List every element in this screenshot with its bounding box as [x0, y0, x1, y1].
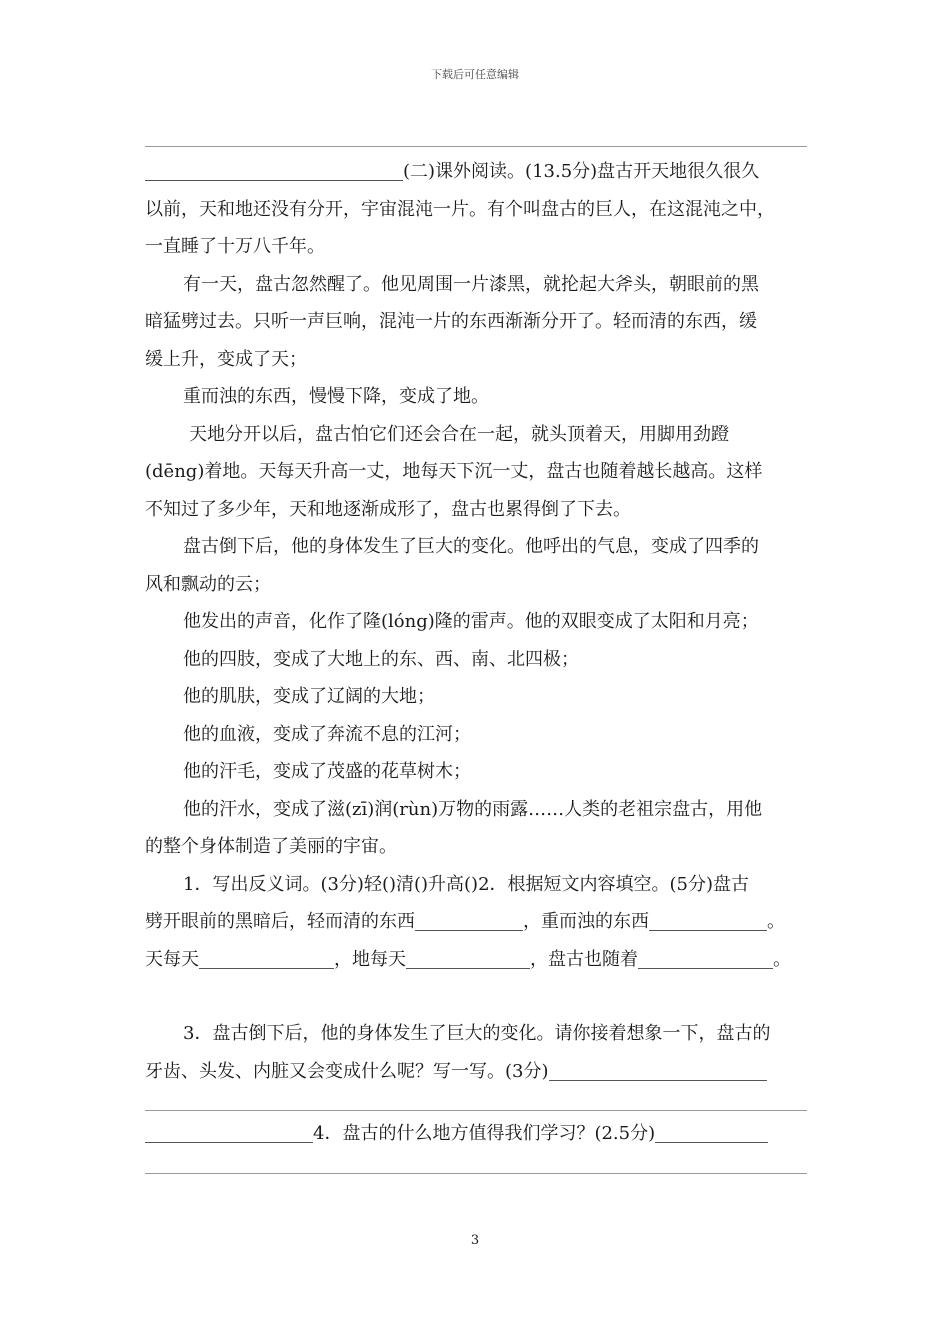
question-2-line: 天每天 ，地每天 ，盘古也随着 。: [145, 948, 791, 970]
passage-line: 暗猛劈过去。只听一声巨响，混沌一片的东西渐渐分开了。轻而清的东西，缓: [145, 311, 757, 332]
passage-line: 他的血液，变成了奔流不息的江河；: [183, 723, 471, 745]
answer-blank[interactable]: [638, 950, 773, 969]
page-number: 3: [470, 1233, 480, 1248]
answer-line[interactable]: [145, 1153, 807, 1174]
page-header: 下载后可任意编辑: [431, 68, 519, 81]
question-1-line: 1．写出反义词。(3分)轻()清()升高()2．根据短文内容填空。(5分)盘古: [183, 873, 750, 895]
answer-blank[interactable]: [199, 950, 334, 969]
answer-blank[interactable]: [145, 162, 403, 181]
passage-line: 以前，天和地还没有分开，宇宙混沌一片。有个叫盘古的巨人，在这混沌之中，: [145, 198, 775, 220]
question-2-line: 劈开眼前的黑暗后，轻而清的东西 ，重而浊的东西 。: [145, 911, 785, 932]
answer-blank[interactable]: [415, 912, 523, 931]
answer-line: [145, 130, 807, 147]
answer-blank[interactable]: [655, 1124, 768, 1143]
question-3-line: 3．盘古倒下后，他的身体发生了巨大的变化。请你接着想象一下，盘古的: [183, 1023, 771, 1044]
passage-line: 他的肌肤，变成了辽阔的大地；: [183, 686, 435, 707]
section-heading-line: [145, 153, 807, 191]
document-body: [145, 130, 807, 1174]
passage-line: 他发出的声音，化作了隆(lóng)隆的雷声。他的双眼变成了太阳和月亮；: [183, 611, 759, 632]
passage-line: 他的汗水，变成了滋(zī)润(rùn)万物的雨露……人类的老祖宗盘古，用他: [183, 798, 763, 820]
passage-line: (dēng)着地。天每天升高一丈，地每天下沉一丈，盘古也随着越长越高。这样: [145, 461, 763, 482]
answer-blank[interactable]: [649, 912, 767, 931]
passage-line: 风和飘动的云；: [145, 573, 271, 595]
passage-line: 重而浊的东西，慢慢下降，变成了地。: [183, 386, 489, 407]
answer-blank[interactable]: [145, 1124, 313, 1143]
answer-blank[interactable]: [549, 1062, 767, 1081]
passage-line: 缓上升，变成了天；: [145, 348, 307, 370]
passage-line: 天地分开以后，盘古怕它们还会合在一起，就头顶着天，用脚用劲蹬: [189, 423, 729, 445]
passage-line: 不知过了多少年，天和地逐渐成形了，盘古也累得倒了下去。: [145, 498, 631, 520]
passage-line: 有一天，盘古忽然醒了。他见周围一片漆黑，就抡起大斧头，朝眼前的黑: [183, 273, 759, 295]
question-4-line: 4．盘古的什么地方值得我们学习？(2.5分): [145, 1115, 807, 1153]
passage-line: 他的汗毛，变成了茂盛的花草树木；: [183, 761, 471, 782]
answer-blank[interactable]: [406, 950, 530, 969]
passage-line: 盘古倒下后，他的身体发生了巨大的变化。他呼出的气息，变成了四季的: [183, 536, 759, 557]
section-heading: (二)课外阅读。(13.5分)盘古开天地很久很久: [403, 161, 760, 182]
passage-line: 他的四肢，变成了大地上的东、西、南、北四极；: [183, 648, 579, 670]
answer-line[interactable]: [145, 1090, 807, 1111]
passage-line: 的整个身体制造了美丽的宇宙。: [145, 836, 397, 857]
question-3-line: 牙齿、头发、内脏又会变成什么呢？写一写。(3分): [145, 1053, 807, 1091]
passage-line: 一直睡了十万八千年。: [145, 236, 325, 257]
